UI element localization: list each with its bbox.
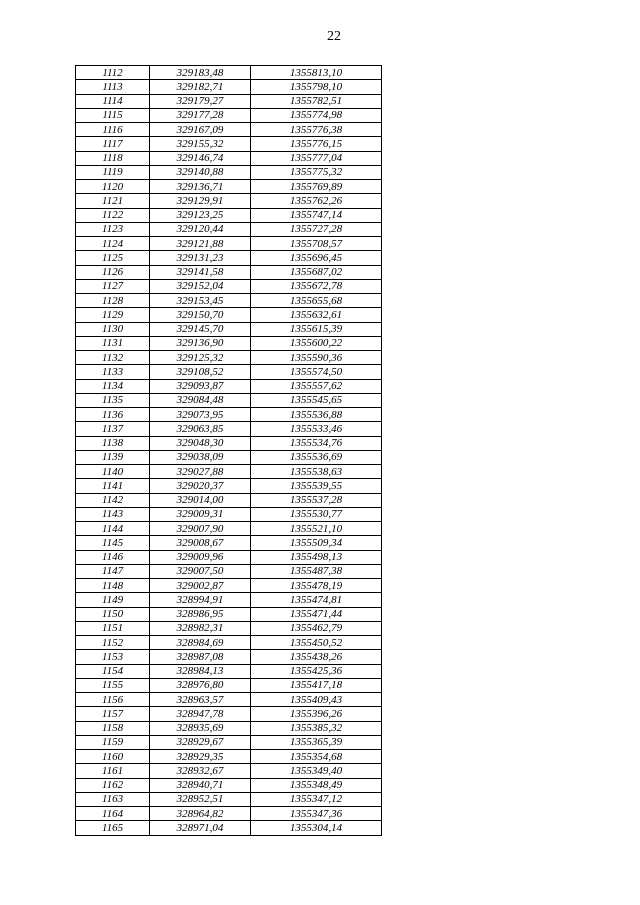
x-coordinate-cell: 329084,48: [150, 393, 251, 407]
point-number-cell: 1137: [76, 422, 150, 436]
table-row: [76, 821, 382, 835]
coordinates-table-body: [76, 66, 382, 836]
point-number-cell: 1159: [76, 735, 150, 749]
y-coordinate-cell: 1355537,28: [251, 493, 382, 507]
y-coordinate-cell: 1355347,12: [251, 792, 382, 806]
y-coordinate-cell: 1355396,26: [251, 707, 382, 721]
y-coordinate-cell: 1355385,32: [251, 721, 382, 735]
point-number-cell: 1136: [76, 408, 150, 422]
point-number-cell: 1148: [76, 579, 150, 593]
x-coordinate-cell: 329020,37: [150, 479, 251, 493]
y-coordinate-cell: 1355365,39: [251, 735, 382, 749]
y-coordinate-cell: 1355782,51: [251, 94, 382, 108]
y-coordinate-cell: 1355727,28: [251, 222, 382, 236]
x-coordinate-cell: 328940,71: [150, 778, 251, 792]
point-number-cell: 1154: [76, 664, 150, 678]
table-row: [76, 507, 382, 521]
x-coordinate-cell: 328986,95: [150, 607, 251, 621]
table-row: [76, 308, 382, 322]
table-row: [76, 621, 382, 635]
table-row: [76, 564, 382, 578]
y-coordinate-cell: 1355798,10: [251, 80, 382, 94]
table-row: [76, 522, 382, 536]
y-coordinate-cell: 1355775,32: [251, 165, 382, 179]
point-number-cell: 1139: [76, 450, 150, 464]
x-coordinate-cell: 329136,71: [150, 180, 251, 194]
point-number-cell: 1124: [76, 237, 150, 251]
table-row: [76, 422, 382, 436]
y-coordinate-cell: 1355417,18: [251, 678, 382, 692]
point-number-cell: 1114: [76, 94, 150, 108]
point-number-cell: 1131: [76, 336, 150, 350]
table-row: [76, 707, 382, 721]
y-coordinate-cell: 1355813,10: [251, 66, 382, 80]
table-row: [76, 479, 382, 493]
point-number-cell: 1161: [76, 764, 150, 778]
y-coordinate-cell: 1355632,61: [251, 308, 382, 322]
table-row: [76, 165, 382, 179]
table-row: [76, 336, 382, 350]
point-number-cell: 1149: [76, 593, 150, 607]
x-coordinate-cell: 329063,85: [150, 422, 251, 436]
point-number-cell: 1153: [76, 650, 150, 664]
point-number-cell: 1140: [76, 465, 150, 479]
point-number-cell: 1112: [76, 66, 150, 80]
table-row: [76, 208, 382, 222]
y-coordinate-cell: 1355354,68: [251, 750, 382, 764]
x-coordinate-cell: 329009,96: [150, 550, 251, 564]
point-number-cell: 1152: [76, 636, 150, 650]
x-coordinate-cell: 329167,09: [150, 123, 251, 137]
table-row: [76, 351, 382, 365]
table-row: [76, 693, 382, 707]
point-number-cell: 1165: [76, 821, 150, 835]
point-number-cell: 1129: [76, 308, 150, 322]
table-row: [76, 365, 382, 379]
table-row: [76, 94, 382, 108]
point-number-cell: 1163: [76, 792, 150, 806]
y-coordinate-cell: 1355409,43: [251, 693, 382, 707]
point-number-cell: 1119: [76, 165, 150, 179]
x-coordinate-cell: 328984,69: [150, 636, 251, 650]
x-coordinate-cell: 329129,91: [150, 194, 251, 208]
table-row: [76, 450, 382, 464]
point-number-cell: 1160: [76, 750, 150, 764]
point-number-cell: 1135: [76, 393, 150, 407]
point-number-cell: 1116: [76, 123, 150, 137]
point-number-cell: 1150: [76, 607, 150, 621]
table-row: [76, 636, 382, 650]
table-row: [76, 735, 382, 749]
y-coordinate-cell: 1355574,50: [251, 365, 382, 379]
x-coordinate-cell: 329007,90: [150, 522, 251, 536]
table-row: [76, 66, 382, 80]
x-coordinate-cell: 328947,78: [150, 707, 251, 721]
x-coordinate-cell: 328929,67: [150, 735, 251, 749]
point-number-cell: 1123: [76, 222, 150, 236]
x-coordinate-cell: 329014,00: [150, 493, 251, 507]
table-row: [76, 151, 382, 165]
table-row: [76, 764, 382, 778]
y-coordinate-cell: 1355762,26: [251, 194, 382, 208]
x-coordinate-cell: 329131,23: [150, 251, 251, 265]
table-row: [76, 792, 382, 806]
y-coordinate-cell: 1355557,62: [251, 379, 382, 393]
y-coordinate-cell: 1355655,68: [251, 294, 382, 308]
y-coordinate-cell: 1355696,45: [251, 251, 382, 265]
point-number-cell: 1118: [76, 151, 150, 165]
point-number-cell: 1130: [76, 322, 150, 336]
table-row: [76, 322, 382, 336]
point-number-cell: 1143: [76, 507, 150, 521]
table-row: [76, 222, 382, 236]
y-coordinate-cell: 1355521,10: [251, 522, 382, 536]
table-row: [76, 493, 382, 507]
x-coordinate-cell: 328987,08: [150, 650, 251, 664]
x-coordinate-cell: 328982,31: [150, 621, 251, 635]
x-coordinate-cell: 329140,88: [150, 165, 251, 179]
table-row: [76, 279, 382, 293]
point-number-cell: 1162: [76, 778, 150, 792]
y-coordinate-cell: 1355349,40: [251, 764, 382, 778]
table-row: [76, 664, 382, 678]
point-number-cell: 1120: [76, 180, 150, 194]
y-coordinate-cell: 1355539,55: [251, 479, 382, 493]
table-row: [76, 550, 382, 564]
point-number-cell: 1127: [76, 279, 150, 293]
x-coordinate-cell: 328935,69: [150, 721, 251, 735]
x-coordinate-cell: 328964,82: [150, 807, 251, 821]
table-row: [76, 678, 382, 692]
x-coordinate-cell: 329038,09: [150, 450, 251, 464]
table-row: [76, 80, 382, 94]
y-coordinate-cell: 1355438,26: [251, 650, 382, 664]
x-coordinate-cell: 329048,30: [150, 436, 251, 450]
x-coordinate-cell: 329150,70: [150, 308, 251, 322]
point-number-cell: 1128: [76, 294, 150, 308]
x-coordinate-cell: 328932,67: [150, 764, 251, 778]
y-coordinate-cell: 1355450,52: [251, 636, 382, 650]
table-row: [76, 750, 382, 764]
table-row: [76, 807, 382, 821]
table-row: [76, 237, 382, 251]
y-coordinate-cell: 1355708,57: [251, 237, 382, 251]
y-coordinate-cell: 1355347,36: [251, 807, 382, 821]
x-coordinate-cell: 329153,45: [150, 294, 251, 308]
y-coordinate-cell: 1355498,13: [251, 550, 382, 564]
point-number-cell: 1151: [76, 621, 150, 635]
table-row: [76, 436, 382, 450]
x-coordinate-cell: 329093,87: [150, 379, 251, 393]
point-number-cell: 1156: [76, 693, 150, 707]
x-coordinate-cell: 329146,74: [150, 151, 251, 165]
x-coordinate-cell: 329002,87: [150, 579, 251, 593]
point-number-cell: 1147: [76, 564, 150, 578]
y-coordinate-cell: 1355777,04: [251, 151, 382, 165]
point-number-cell: 1122: [76, 208, 150, 222]
table-row: [76, 393, 382, 407]
y-coordinate-cell: 1355462,79: [251, 621, 382, 635]
table-row: [76, 379, 382, 393]
point-number-cell: 1146: [76, 550, 150, 564]
x-coordinate-cell: 329141,58: [150, 265, 251, 279]
x-coordinate-cell: 328971,04: [150, 821, 251, 835]
x-coordinate-cell: 328984,13: [150, 664, 251, 678]
x-coordinate-cell: 329123,25: [150, 208, 251, 222]
table-row: [76, 294, 382, 308]
point-number-cell: 1121: [76, 194, 150, 208]
y-coordinate-cell: 1355545,65: [251, 393, 382, 407]
y-coordinate-cell: 1355590,36: [251, 351, 382, 365]
y-coordinate-cell: 1355536,88: [251, 408, 382, 422]
x-coordinate-cell: 328929,35: [150, 750, 251, 764]
x-coordinate-cell: 328994,91: [150, 593, 251, 607]
y-coordinate-cell: 1355776,15: [251, 137, 382, 151]
y-coordinate-cell: 1355487,38: [251, 564, 382, 578]
point-number-cell: 1141: [76, 479, 150, 493]
x-coordinate-cell: 329183,48: [150, 66, 251, 80]
x-coordinate-cell: 328976,80: [150, 678, 251, 692]
table-row: [76, 408, 382, 422]
table-row: [76, 108, 382, 122]
y-coordinate-cell: 1355672,78: [251, 279, 382, 293]
y-coordinate-cell: 1355747,14: [251, 208, 382, 222]
x-coordinate-cell: 329155,32: [150, 137, 251, 151]
table-row: [76, 123, 382, 137]
table-row: [76, 265, 382, 279]
point-number-cell: 1155: [76, 678, 150, 692]
page-number: 22: [327, 29, 341, 44]
table-row: [76, 607, 382, 621]
y-coordinate-cell: 1355615,39: [251, 322, 382, 336]
x-coordinate-cell: 328963,57: [150, 693, 251, 707]
x-coordinate-cell: 329073,95: [150, 408, 251, 422]
table-row: [76, 180, 382, 194]
y-coordinate-cell: 1355776,38: [251, 123, 382, 137]
y-coordinate-cell: 1355471,44: [251, 607, 382, 621]
y-coordinate-cell: 1355687,02: [251, 265, 382, 279]
point-number-cell: 1142: [76, 493, 150, 507]
x-coordinate-cell: 329121,88: [150, 237, 251, 251]
y-coordinate-cell: 1355774,98: [251, 108, 382, 122]
point-number-cell: 1164: [76, 807, 150, 821]
table-row: [76, 251, 382, 265]
point-number-cell: 1126: [76, 265, 150, 279]
point-number-cell: 1115: [76, 108, 150, 122]
y-coordinate-cell: 1355304,14: [251, 821, 382, 835]
point-number-cell: 1144: [76, 522, 150, 536]
y-coordinate-cell: 1355478,19: [251, 579, 382, 593]
y-coordinate-cell: 1355425,36: [251, 664, 382, 678]
table-row: [76, 579, 382, 593]
y-coordinate-cell: 1355538,63: [251, 465, 382, 479]
point-number-cell: 1138: [76, 436, 150, 450]
x-coordinate-cell: 329007,50: [150, 564, 251, 578]
x-coordinate-cell: 329179,27: [150, 94, 251, 108]
table-row: [76, 650, 382, 664]
point-number-cell: 1125: [76, 251, 150, 265]
x-coordinate-cell: 329177,28: [150, 108, 251, 122]
x-coordinate-cell: 329027,88: [150, 465, 251, 479]
y-coordinate-cell: 1355474,81: [251, 593, 382, 607]
x-coordinate-cell: 329108,52: [150, 365, 251, 379]
x-coordinate-cell: 329152,04: [150, 279, 251, 293]
point-number-cell: 1145: [76, 536, 150, 550]
y-coordinate-cell: 1355348,49: [251, 778, 382, 792]
x-coordinate-cell: 329009,31: [150, 507, 251, 521]
coordinates-table: [75, 65, 382, 836]
x-coordinate-cell: 328952,51: [150, 792, 251, 806]
x-coordinate-cell: 329182,71: [150, 80, 251, 94]
point-number-cell: 1133: [76, 365, 150, 379]
x-coordinate-cell: 329008,67: [150, 536, 251, 550]
table-row: [76, 465, 382, 479]
table-row: [76, 593, 382, 607]
y-coordinate-cell: 1355533,46: [251, 422, 382, 436]
y-coordinate-cell: 1355530,77: [251, 507, 382, 521]
table-row: [76, 721, 382, 735]
x-coordinate-cell: 329136,90: [150, 336, 251, 350]
y-coordinate-cell: 1355769,89: [251, 180, 382, 194]
table-row: [76, 137, 382, 151]
point-number-cell: 1113: [76, 80, 150, 94]
point-number-cell: 1134: [76, 379, 150, 393]
point-number-cell: 1158: [76, 721, 150, 735]
x-coordinate-cell: 329120,44: [150, 222, 251, 236]
y-coordinate-cell: 1355600,22: [251, 336, 382, 350]
y-coordinate-cell: 1355534,76: [251, 436, 382, 450]
x-coordinate-cell: 329145,70: [150, 322, 251, 336]
y-coordinate-cell: 1355509,34: [251, 536, 382, 550]
point-number-cell: 1117: [76, 137, 150, 151]
y-coordinate-cell: 1355536,69: [251, 450, 382, 464]
x-coordinate-cell: 329125,32: [150, 351, 251, 365]
table-row: [76, 536, 382, 550]
point-number-cell: 1157: [76, 707, 150, 721]
table-row: [76, 778, 382, 792]
table-row: [76, 194, 382, 208]
point-number-cell: 1132: [76, 351, 150, 365]
